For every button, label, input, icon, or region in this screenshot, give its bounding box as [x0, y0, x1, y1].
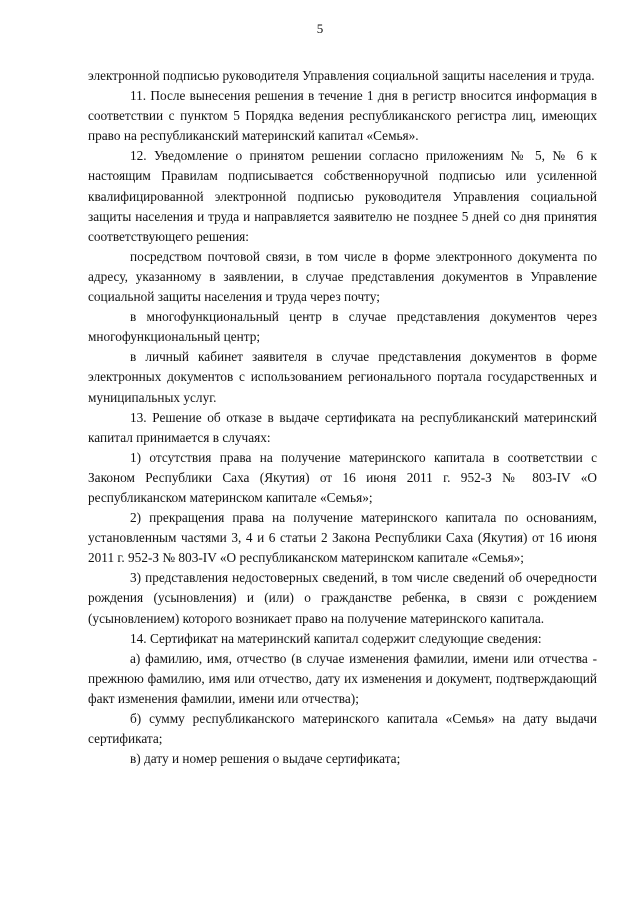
page-number: 5: [316, 21, 324, 36]
document-body: [88, 66, 597, 769]
paragraph-delivery-post: посредством почтовой связи, в том числе в форме электронного документа по адресу, указанному в заявлении, в случае представления документов в Управление социальной защиты населения и труда через почту;: [88, 248, 597, 305]
paragraph-delivery-portal: в личный кабинет заявителя в случае представления документов в форме электронных документов с использованием регионального портала государственных и муниципальных услуг.: [88, 349, 597, 405]
paragraph-item-11: 11. После вынесения решения в течение 1 дня в регистр вносится информация в соответствии с пунктом 5 Порядка ведения республиканского регистра лиц, имеющих право на республиканский материнский капитал «Семья».: [88, 88, 597, 144]
paragraph-item-14-a: а) фамилию, имя, отчество (в случае изменения фамилии, имени или отчества - прежнюю фамилию, имя или отчество, дату их изменения и документ, подтверждающий факт изменения фамилии, имени или отчества);: [88, 650, 597, 706]
paragraph-item-14-v: в) дату и номер решения о выдаче сертификата;: [130, 751, 401, 767]
paragraph-item-13-3: 3) представления недостоверных сведений, в том числе сведений об очередности рождения (усыновления) и (или) о гражданстве ребенка, в связи с рождением (усыновлением) которого возникает право на получение материнского капитала.: [88, 570, 597, 626]
paragraph-item-13-1: 1) отсутствия права на получение материнского капитала в соответствии с Законом Республики Саха (Якутия) от 16 июня 2011 г. 952-З № 803-IV «О республиканском материнском капитале «Семья»;: [88, 449, 597, 505]
paragraph-item-13: 13. Решение об отказе в выдаче сертификата на республиканский материнский капитал принимается в случаях:: [88, 409, 597, 445]
paragraph-delivery-mfc: в многофункциональный центр в случае представления документов через многофункциональный центр;: [88, 309, 597, 345]
paragraph-item-14: 14. Сертификат на материнский капитал содержит следующие сведения:: [130, 630, 542, 646]
paragraph-continuation: электронной подписью руководителя Управления социальной защиты населения и труда.: [88, 68, 595, 83]
paragraph-item-14-b: б) сумму республиканского материнского капитала «Семья» на дату выдачи сертификата;: [88, 711, 597, 747]
paragraph-item-13-2: 2) прекращения права на получение материнского капитала по основаниям, установленным частями 3, 4 и 6 статьи 2 Закона Республики Саха (Якутия) от 16 июня 2011 г. 952-З № 803-IV «О республиканском материнском капитале «Семья»;: [88, 510, 597, 566]
paragraph-item-12: 12. Уведомление о принятом решении согласно приложениям № 5, № 6 к настоящим Правилам подписывается собственноручной подписью или усиленной квалифицированной электронной подписью руководителя Управления социальной защиты населения и труда и направляется заявителю не позднее 5 дней со дня принятия соответствующего решения:: [88, 148, 597, 244]
